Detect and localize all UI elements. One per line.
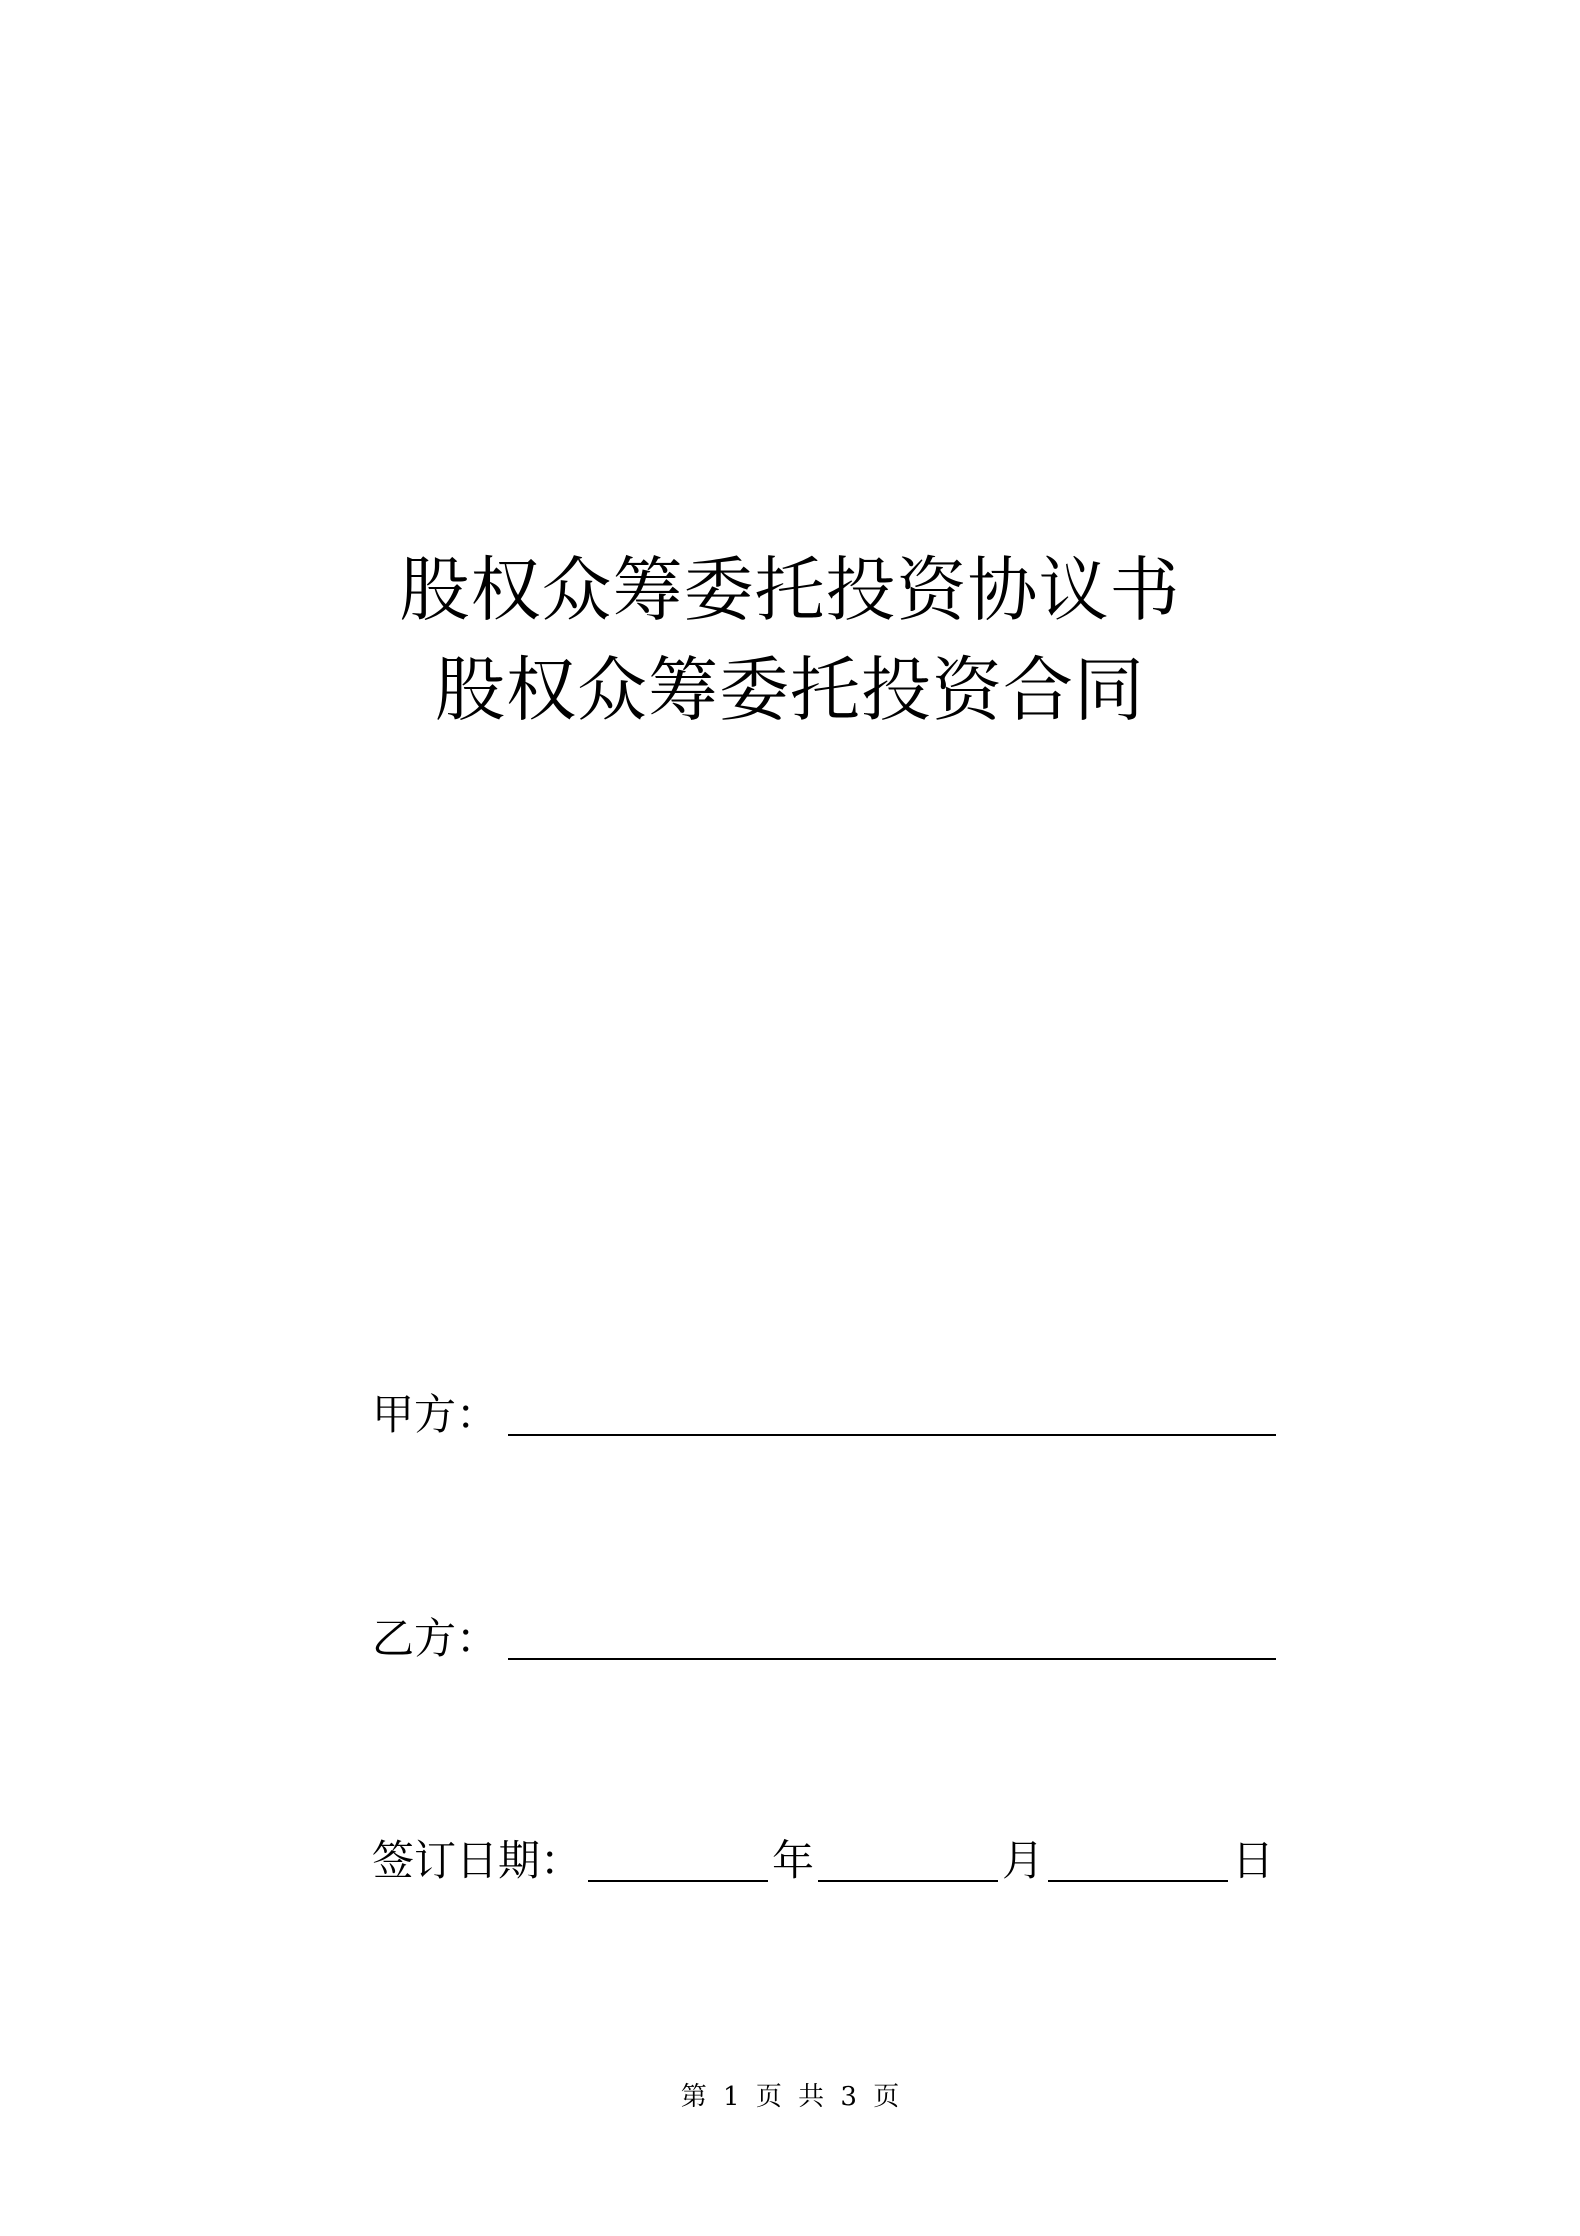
document-subtitle: 股权众筹委托投资合同 [435, 649, 1145, 731]
day-blank [1048, 1832, 1228, 1882]
party-a-label: 甲方： [372, 1390, 499, 1439]
day-label: 日 [1232, 1836, 1275, 1885]
year-blank [588, 1832, 768, 1882]
page-footer: 第 1 页 共 3 页 [680, 2082, 900, 2112]
sign-date-row [372, 1826, 1274, 1886]
party-a-blank [508, 1386, 1276, 1436]
party-a-row [372, 1380, 1276, 1440]
party-b-blank [508, 1610, 1276, 1660]
title-block [0, 540, 1580, 740]
document-title: 股权众筹委托投资协议书 [399, 549, 1181, 631]
year-label: 年 [772, 1836, 815, 1885]
party-b-row [372, 1604, 1276, 1664]
month-label: 月 [1002, 1836, 1045, 1885]
sign-date-label: 签订日期： [372, 1836, 583, 1885]
party-b-label: 乙方： [372, 1614, 499, 1663]
month-blank [818, 1832, 998, 1882]
